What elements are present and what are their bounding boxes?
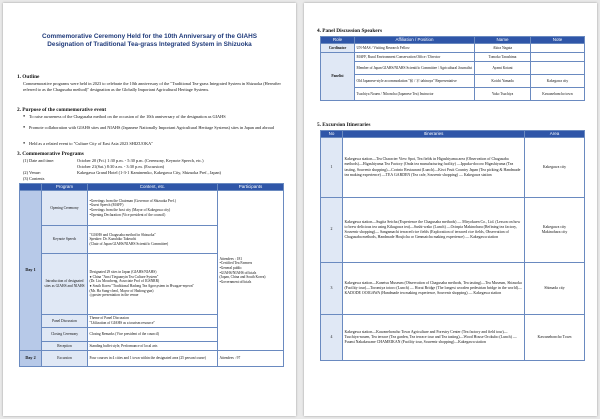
program-cell: Excursion — [42, 351, 88, 367]
program-cell: Panel Discussion — [42, 315, 88, 328]
content-cell: Four courses in 4 cities and 1 town within the designated area (25 person/course) — [88, 351, 218, 367]
excursion-no: 1 — [321, 138, 343, 198]
name-cell: Yuko Tsuchiya — [475, 88, 531, 101]
program-cell: Introduction of designated sites as GIAHS and NIAHS — [42, 254, 88, 315]
table-row — [321, 44, 585, 53]
day2-label: Day 2 — [20, 351, 42, 367]
table-row — [321, 315, 585, 361]
content-cell: •Greetings from the Chairman (Governor of Shizuoka Pref.) •Guest Speech (MAFF) •Greetings from the host city (Mayor of Kakegawa city) •Opening Declaration (Vice president of the council) — [88, 191, 218, 226]
program-cell: Reception — [42, 342, 88, 351]
excursion-area: Kawanehoncho Town — [525, 315, 585, 361]
name-cell: Akira Nagata — [475, 44, 531, 53]
excursion-table — [320, 130, 585, 361]
header-itineraries: Itineraries — [343, 131, 525, 138]
purpose-item-2: ● Promote collaboration with GIAHS sites and NIAHS (Japanese Nationally Important Agricultural Heritage Systems) sites in Japan and abroad — [23, 125, 281, 130]
day2-participants: Attendees : 97 — [218, 351, 284, 367]
header-blank — [20, 184, 42, 191]
excursion-no: 4 — [321, 315, 343, 361]
table-row — [20, 351, 284, 367]
affiliation-cell: Old Japanese-style accommodation "和 / 平 tabinoya" Representative — [355, 75, 475, 88]
excursion-area: Kakegawa city — [525, 138, 585, 198]
excursion-no: 2 — [321, 198, 343, 263]
table-row — [321, 75, 585, 88]
outline-heading: 1. Outline — [17, 74, 40, 80]
date-line-2: October 21(Sat.) 8:30 a.m. - 3:30 p.m. (Excursion) — [77, 164, 165, 169]
excursion-itinerary: Kakegawa station—Kawanehoncho Town Agriculture and Forestry Center (Tea factory and field tour)—Tsuchiya-nouen, Tea terrace (Tea garden, Tea terrace tour and Tea tasting)—Wood House Orokubo (Lunch) —Fuumi Nakakawane CHAMEIKAN (Facility tour, Souvenir shopping)—Kakegawa station — [343, 315, 525, 361]
header-affiliation: Affiliation / Position — [355, 37, 475, 44]
excursion-itinerary: Kakegawa station—Tea Character View Spot, Tea fields in Higashiyama area (Observation of Chagusaba methods)—Higashiyama Tea Factory (Onda tea manufacturing facility) —Ippuku-docoro Higashiyama (Tea tasting, Souvenir shopping)—Corinto Restaurant (Lunch)—Kiwi Fruit Country Japan (Tea picking & Handmade tea making experience) —TEA GARDEN (Tea cafe, Souvenir shopping) — Kakegawa station — [343, 138, 525, 198]
header-note: Note — [531, 37, 585, 44]
excursion-area: Kakegawa city Makinohara city — [525, 198, 585, 263]
outline-text: Commemorative programs were held in 2023 to celebrate the 10th anniversary of the "Traditional Tea-grass Integrated System in Shizuoka (Hereafter referred to as the Chagusaba method)" designation as the Globally Important Agricultural Heritage Systems. — [23, 81, 281, 92]
header-content: Content, etc. — [88, 184, 218, 191]
panel-heading: 4. Panel Discussion Speakers — [317, 28, 383, 34]
role-cell: Panelist — [321, 53, 355, 101]
content-cell: "GIAHS and Chagusaba method in Shizuoka" Speaker: Dr. Kazuhiko Takeuchi (Chair of Japan GIAHS/NIAHS Scientific Committee) — [88, 226, 218, 254]
programs-heading: 3. Commemorative Programs — [17, 151, 84, 157]
excursion-table-header — [321, 131, 585, 138]
excursion-itinerary: Kakegawa station—Kanetsu Museum (Observation of Chagusaba methods, Tea tasting)—Tea Museum, Shizuoka (Facility tour)—Toromiya totoro (Lunch) — Horai Bridge (The longest wooden pedestrian bridge in the world)—KADODE OOIGAWA (Handmade tea making experience, Souvenir shopping) — Kakegawa station — [343, 263, 525, 315]
table-row — [321, 53, 585, 62]
header-participants: Participants — [218, 184, 284, 191]
program-table-header — [20, 184, 284, 191]
venue-label: (2) Venue: — [23, 170, 41, 175]
program-cell: Closing Ceremony — [42, 328, 88, 342]
contents-label: (3) Contents — [23, 176, 45, 181]
content-cell: Designated 29 sites in Japan (GIAHS/NIAHS) ● China "Anxi Tieguanyin Tea Culture System" (Dr. Liu Moucheng, Associate Prof of IGSNRR) ● South Korea "Traditional Hadong Tea Agrosystem in Hwagae-myeon" (Mr. Ha Sung-cheol, Mayor of Hadong-gun) ◎poster presentation in the venue — [88, 254, 218, 315]
day1-label: Day 1 — [20, 191, 42, 351]
purpose-heading: 2. Purpose of the commemorative event — [17, 107, 107, 113]
name-cell: Ayami Kotani — [475, 62, 531, 75]
table-row — [321, 62, 585, 75]
date-label: (1) Date and time: — [23, 158, 55, 163]
panel-table — [320, 36, 585, 101]
excursion-no: 3 — [321, 263, 343, 315]
venue-value: Kakegawa Grand Hotel (1-3-1 Kaminemko, Kakegawa City, Shizuoka Pref., Japan) — [77, 170, 221, 175]
program-table — [19, 183, 284, 367]
content-cell: Standing buffet style, Performance of local arts — [88, 342, 218, 351]
document-page-2 — [304, 3, 597, 416]
affiliation-cell: MAFF, Rural Environment Conservation Office / Director — [355, 53, 475, 62]
note-cell: Kawanehoncho town — [531, 88, 585, 101]
role-cell: Cordinator — [321, 44, 355, 53]
document-title: Commemorative Ceremony Held for the 10th Anniversary of the GIAHS Designation of Traditional Tea-grass Integrated System in Shizuoka — [42, 33, 257, 49]
table-row — [20, 191, 284, 226]
content-cell: Theme of Panel Discussion "Utilization of GIAHS as a tourism resource" — [88, 315, 218, 328]
note-cell — [531, 53, 585, 62]
affiliation-cell: Tsuchiya Nouen / Nihoncha (Japanese Tea) Instructor — [355, 88, 475, 101]
table-row — [321, 138, 585, 198]
table-row — [321, 263, 585, 315]
note-cell — [531, 62, 585, 75]
document-page-1 — [3, 3, 296, 416]
excursion-heading: 5. Excursion Itineraries — [317, 122, 371, 128]
purpose-item-1: ● To raise awareness of the Chagusaba method on the occasion of the 10th anniversary of the designation as GIAHS — [23, 114, 281, 119]
program-cell: Keynote Speech — [42, 226, 88, 254]
table-row — [321, 88, 585, 101]
excursion-area: Shimada city — [525, 263, 585, 315]
program-cell: Opening Ceremony — [42, 191, 88, 226]
header-area: Area — [525, 131, 585, 138]
name-cell: Tomoko Tarashima — [475, 53, 531, 62]
affiliation-cell: UN-MAS / Visiting Research Fellow — [355, 44, 475, 53]
table-row — [321, 198, 585, 263]
purpose-item-3: ● Held as a related event to "Culture City of East Asia 2023 SHIZUOKA" — [23, 141, 281, 146]
note-cell: Kakegawa city — [531, 75, 585, 88]
header-no: No — [321, 131, 343, 138]
excursion-itinerary: Kakegawa station—Sugita Seicha (Experience the Chagusaba methods) — Miryokuen Co., Ltd. (Lesson on how to brew delicious tea using Kikugawa tea)—Sushi-wako (Lunch) —Ocinpia Makinohara (Refining tea factory, Souvenir shopping)— Sangamachi terraced rice fields (Exploration of terraced rice fields, Observation of Chagusaba methods, Handmade Houjicha or Genmaicha making experience) — Kakegawa station — [343, 198, 525, 263]
panel-table-header — [321, 37, 585, 44]
header-role: Role — [321, 37, 355, 44]
day1-participants: Attendees : 181 •Certified Tea Farmers •General public •GIAHS/NIAHS officials (Japan, China and South Korea) •Government officials — [218, 191, 284, 351]
content-cell: Closing Remarks (Vice president of the council) — [88, 328, 218, 342]
header-name: Name — [475, 37, 531, 44]
note-cell — [531, 44, 585, 53]
affiliation-cell: Member of Japan GIAHS/NIAHS Scientific Committee / Agricultural Journalist — [355, 62, 475, 75]
name-cell: Koichi Yamada — [475, 75, 531, 88]
header-program: Program — [42, 184, 88, 191]
date-line-1: October 20 (Fri.) 1:30 p.m. - 5:30 p.m. (Ceremony, Keynote Speech, etc.) — [77, 158, 204, 163]
